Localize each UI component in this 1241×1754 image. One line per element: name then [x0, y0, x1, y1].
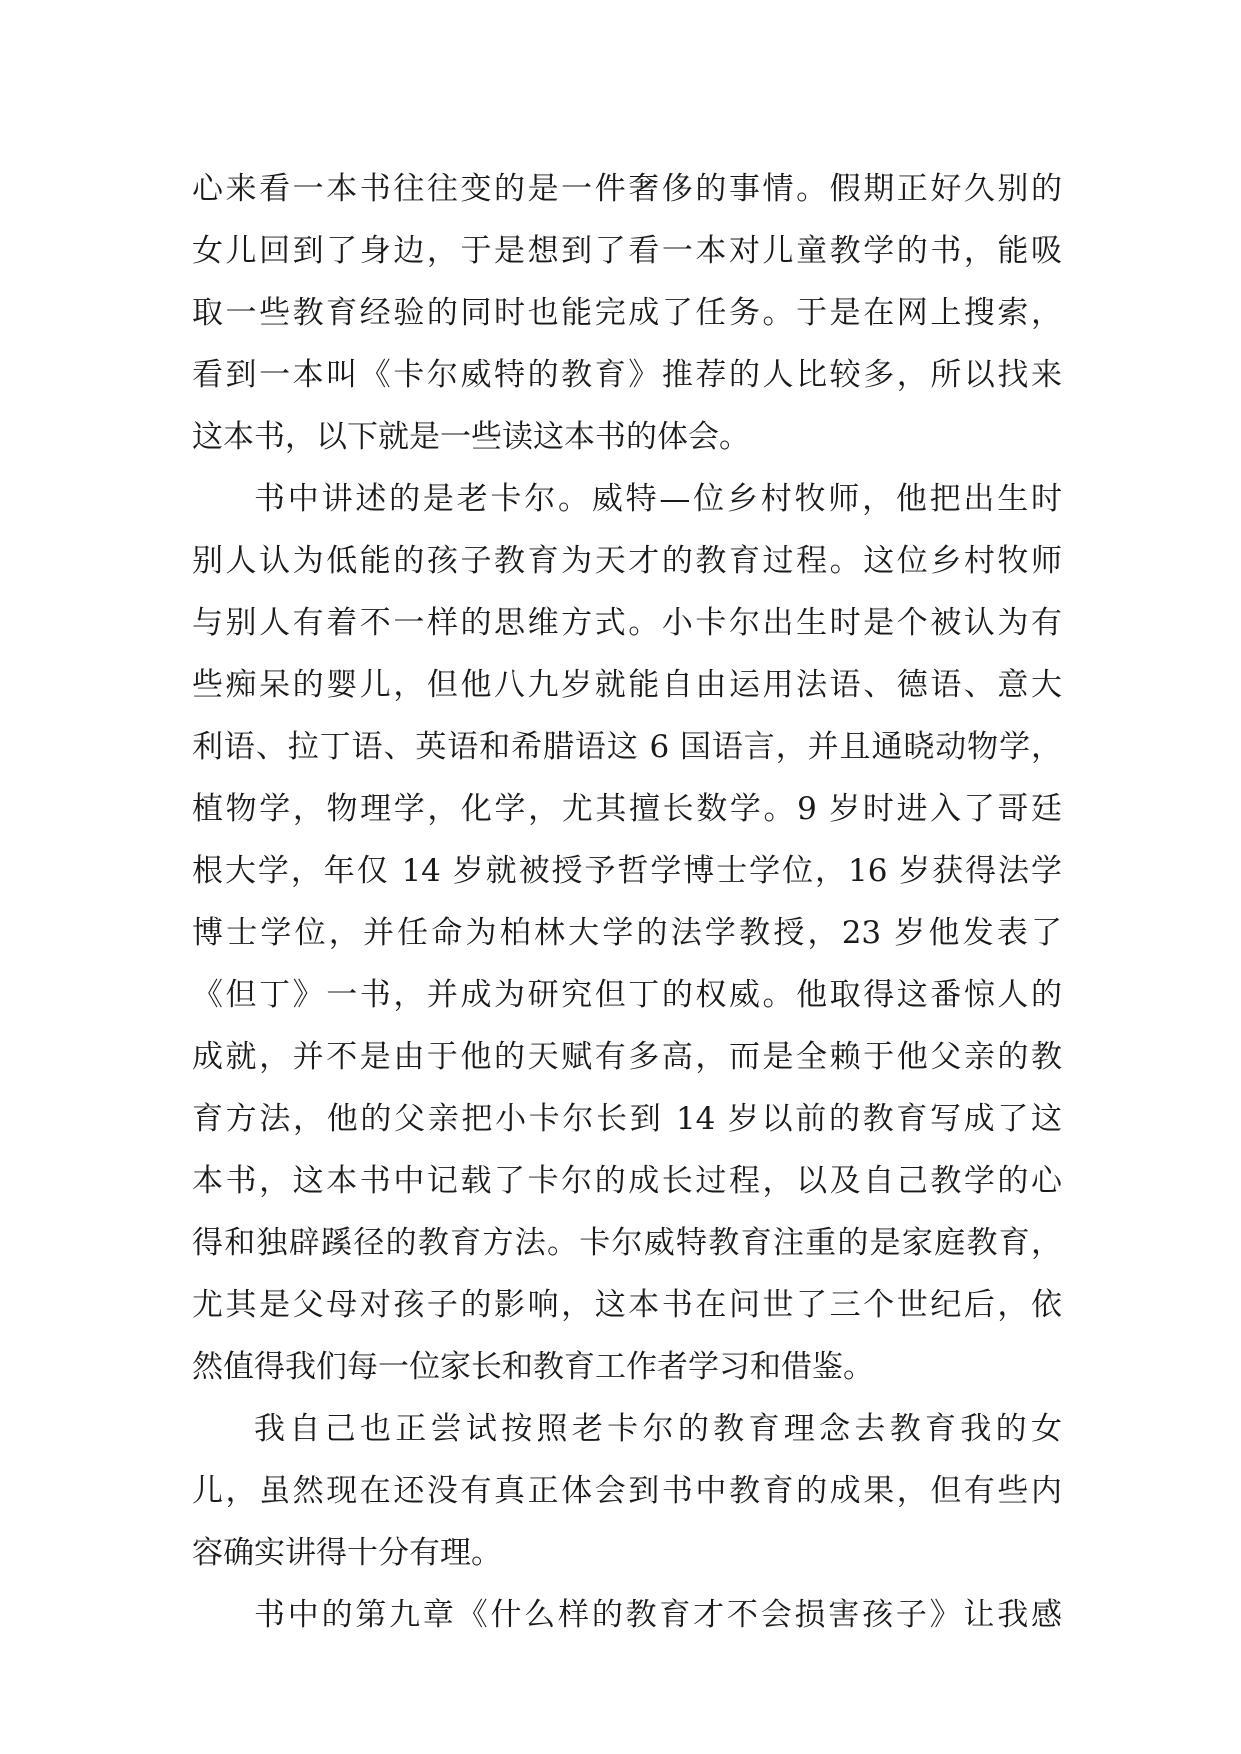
text-line: 《但丁》一书，并成为研究但丁的权威。他取得这番惊人的 — [192, 977, 1062, 1013]
paragraph-2 — [192, 468, 1062, 1398]
text-line: 心来看一本书往往变的是一件奢侈的事情。假期正好久别的 — [192, 171, 1062, 207]
text-line: 书中讲述的是老卡尔。威特—位乡村牧师，他把出生时 — [254, 481, 1062, 517]
text-line: 女儿回到了身边，于是想到了看一本对儿童教学的书，能吸 — [192, 233, 1062, 269]
text-line: 看到一本叫《卡尔威特的教育》推荐的人比较多，所以找来 — [192, 357, 1062, 393]
text-line: 取一些教育经验的同时也能完成了任务。于是在网上搜索， — [192, 295, 1062, 331]
paragraph-4 — [192, 1584, 1062, 1646]
text-line: 书中的第九章《什么样的教育才不会损害孩子》让我感 — [254, 1597, 1062, 1633]
text-line: 我自己也正尝试按照老卡尔的教育理念去教育我的女 — [254, 1411, 1062, 1447]
paragraph-3 — [192, 1398, 1062, 1584]
text-line: 这本书，以下就是一些读这本书的体会。 — [192, 419, 750, 455]
text-line: 然值得我们每一位家长和教育工作者学习和借鉴。 — [192, 1349, 874, 1385]
paragraph-1 — [192, 158, 1062, 468]
text-line: 植物学，物理学，化学，尤其擅长数学。9 岁时进入了哥廷 — [192, 791, 1062, 827]
text-line: 容确实讲得十分有理。 — [192, 1535, 502, 1571]
text-line: 尤其是父母对孩子的影响，这本书在问世了三个世纪后，依 — [192, 1287, 1062, 1323]
text-line: 些痴呆的婴儿，但他八九岁就能自由运用法语、德语、意大 — [192, 667, 1062, 703]
text-line: 根大学，年仅 14 岁就被授予哲学博士学位，16 岁获得法学 — [192, 853, 1062, 889]
text-line: 博士学位，并任命为柏林大学的法学教授，23 岁他发表了 — [192, 915, 1062, 951]
text-line: 利语、拉丁语、英语和希腊语这 6 国语言，并且通晓动物学， — [192, 729, 1062, 765]
text-line: 得和独辟蹊径的教育方法。卡尔威特教育注重的是家庭教育， — [192, 1225, 1062, 1261]
text-line: 别人认为低能的孩子教育为天才的教育过程。这位乡村牧师 — [192, 543, 1062, 579]
text-line: 与别人有着不一样的思维方式。小卡尔出生时是个被认为有 — [192, 605, 1062, 641]
text-line: 育方法，他的父亲把小卡尔长到 14 岁以前的教育写成了这 — [192, 1101, 1062, 1137]
text-line: 本书，这本书中记载了卡尔的成长过程，以及自己教学的心 — [192, 1163, 1062, 1199]
body-text — [192, 158, 1062, 1646]
text-line: 儿，虽然现在还没有真正体会到书中教育的成果，但有些内 — [192, 1473, 1062, 1509]
text-line: 成就，并不是由于他的天赋有多高，而是全赖于他父亲的教 — [192, 1039, 1062, 1075]
